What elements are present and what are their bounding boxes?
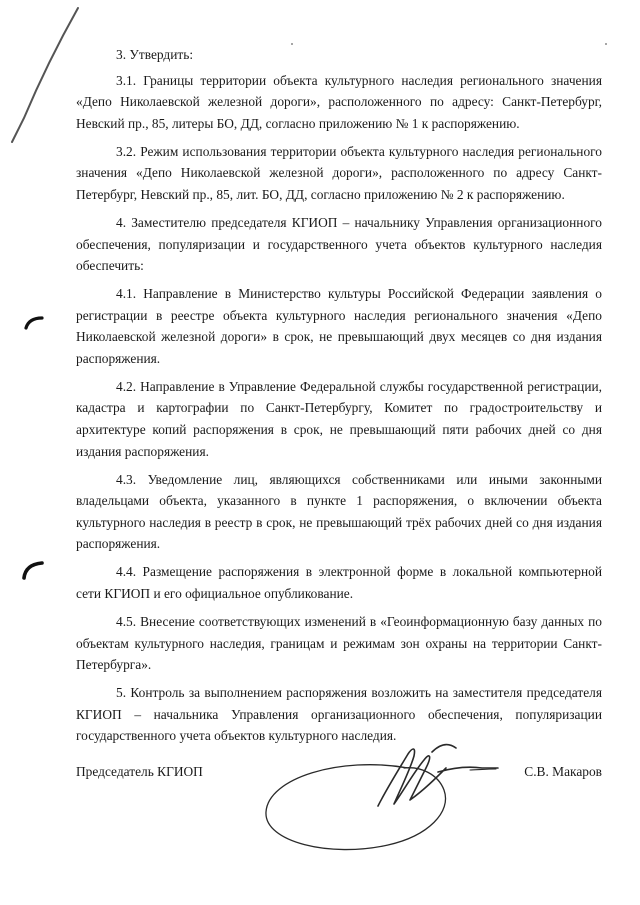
- signatory-position: Председатель КГИОП: [76, 764, 203, 779]
- clause-4: 4. Заместителю председателя КГИОП – начальнику Управления организационного обеспечения, популяризации и государственного учета объектов культурного наследия обеспечить:: [76, 214, 602, 274]
- document-body: [76, 44, 602, 753]
- scan-speck: [605, 43, 607, 45]
- binding-mark-upper: [26, 318, 42, 328]
- clause-4-5: 4.5. Внесение соответствующих изменений в «Геоинформационную базу данных по объектам культурного наследия, границам и режимам зон охраны на территории Санкт-Петербурга».: [76, 613, 602, 673]
- clause-3-2: 3.2. Режим использования территории объекта культурного наследия регионального значения «Депо Николаевской железной дороги», расположенного по адресу Санкт-Петербург, Невский пр., 85, лит. БО, ДД, согласно приложению № 2 к распоряжению.: [76, 143, 602, 202]
- clause-4-2: 4.2. Направление в Управление Федеральной службы государственной регистрации, кадастра и картографии по Санкт-Петербургу, Комитет по градостроительству и архитектуре копий распоряжения в срок, не превышающий пяти рабочих дней со дня издания распоряжения.: [76, 378, 602, 459]
- clause-4-3: 4.3. Уведомление лиц, являющихся собственниками или иными законными владельцами объекта, указанного в пункте 1 распоряжения, о включении объекта культурного наследия в реестр в срок, не превышающий трёх рабочих дней со дня издания распоряжения.: [76, 471, 602, 552]
- margin-stroke-mark: [12, 8, 78, 142]
- clause-4-1: 4.1. Направление в Министерство культуры Российской Федерации заявления о регистрации в реестре объекта культурного наследия регионального значения «Депо Николаевской железной дороги» в срок, не превышающий двух месяцев со дня издания распоряжения.: [76, 286, 602, 366]
- clause-5: 5. Контроль за выполнением распоряжения возложить на заместителя председателя КГИОП – начальника Управления организационного обеспечения, популяризации государственного учета объектов культурного наследия.: [76, 685, 602, 744]
- clause-3-heading: 3. Утвердить:: [116, 47, 194, 62]
- signature-row: [76, 764, 602, 786]
- clause-4-4: 4.4. Размещение распоряжения в электронной форме в локальной компьютерной сети КГИОП и его официальное опубликование.: [76, 564, 602, 601]
- signatory-name: С.В. Макаров: [524, 764, 602, 779]
- binding-mark-lower: [24, 563, 42, 578]
- clause-3-1: 3.1. Границы территории объекта культурного наследия регионального значения «Депо Николаевской железной дороги», расположенного по адресу: Санкт-Петербург, Невский пр., 85, литеры БО, ДД, согласно приложению № 1 к распоряжению.: [76, 72, 602, 131]
